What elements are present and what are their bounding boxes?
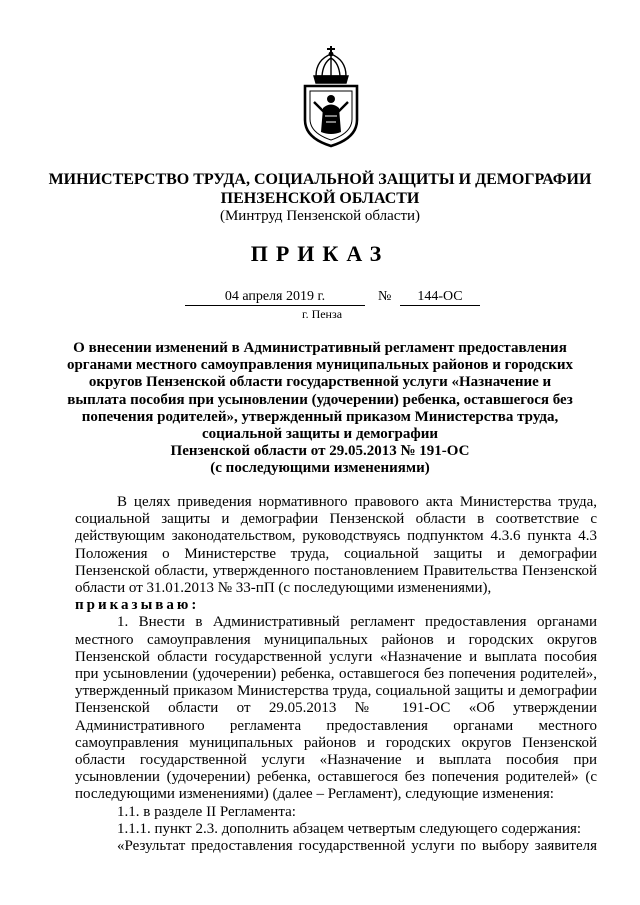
subject-line: органами местного самоуправления муниципальных районов и городских bbox=[66, 357, 574, 374]
order-date: 04 апреля 2019 г. bbox=[185, 289, 365, 306]
document-type-title: ПРИКАЗ bbox=[250, 241, 390, 266]
subject-line: выплата пособия при усыновлении (удочерении) ребенка, оставшегося без bbox=[67, 391, 573, 408]
subject-line: социальной защиты и демографии bbox=[201, 426, 439, 443]
preamble-paragraph: В целях приведения нормативного правового акта Министерства труда, социальной защиты и демографии Пензенской области в соответствие с действующим законодательством, руководствуясь подпунктом 4.3.6 пункта 4.3 Положения о Министерстве труда, социальной защиты и демографии Пензенской области, утвержденного постановлением Правительства Пензенской области от 31.01.2013 № 33-пП (с последующими изменениями), bbox=[75, 494, 597, 597]
order-body bbox=[75, 494, 597, 855]
subject-line: округов Пензенской области государственной услуги «Назначение и bbox=[88, 374, 552, 391]
coat-of-arms-icon bbox=[296, 46, 366, 148]
ministry-name-line1: МИНИСТЕРСТВО ТРУДА, СОЦИАЛЬНОЙ ЗАЩИТЫ И ДЕМОГРАФИИ bbox=[48, 171, 592, 188]
subject-line: (с последующими изменениями) bbox=[210, 460, 430, 477]
issue-city: г. Пенза bbox=[302, 307, 343, 321]
order-number: 144-ОС bbox=[400, 289, 480, 306]
ministry-name-line2: ПЕНЗЕНСКОЙ ОБЛАСТИ bbox=[220, 190, 420, 207]
clause-1-1-paragraph: 1.1. в разделе II Регламента: bbox=[117, 803, 296, 820]
ministry-name bbox=[0, 170, 640, 208]
clause-1-paragraph: 1. Внести в Административный регламент предоставления органами местного самоуправления муниципальных районов и городских округов Пензенской области государственной услуги «Назначение и выплата пособия при усыновлении (удочерении) ребенка, оставшегося без попечения родителей», утвержденный приказом Министерства труда, социальной защиты и демографии Пензенской области от 29.05.2013 № 191-ОС «Об утверждении Административного регламента предоставления органами местного самоуправления муниципальных районов и городских округов Пензенской области государственной услуги «Назначение и выплата пособия при усыновлении (удочерении) ребенка, оставшегося без попечения родителей» (с последующими изменениями) (далее – Регламент), следующие изменения: bbox=[75, 614, 597, 803]
order-word-paragraph bbox=[75, 597, 597, 614]
number-sign: № bbox=[378, 289, 392, 304]
subject-line: О внесении изменений в Административный регламент предоставления bbox=[73, 340, 567, 356]
subject-line: попечения родителей», утвержденный приказом Министерства труда, bbox=[81, 408, 559, 425]
ministry-short-name: (Минтруд Пензенской области) bbox=[219, 208, 421, 224]
clause-1-1-1-paragraph: 1.1.1. пункт 2.3. дополнить абзацем четвертым следующего содержания: bbox=[117, 820, 582, 837]
subject-line: Пензенской области от 29.05.2013 № 191-ОС bbox=[170, 443, 470, 460]
order-subject bbox=[0, 340, 640, 478]
order-word: приказываю: bbox=[75, 597, 200, 614]
quoted-text-paragraph: «Результат предоставления государственной услуги по выбору заявителя bbox=[117, 838, 597, 855]
